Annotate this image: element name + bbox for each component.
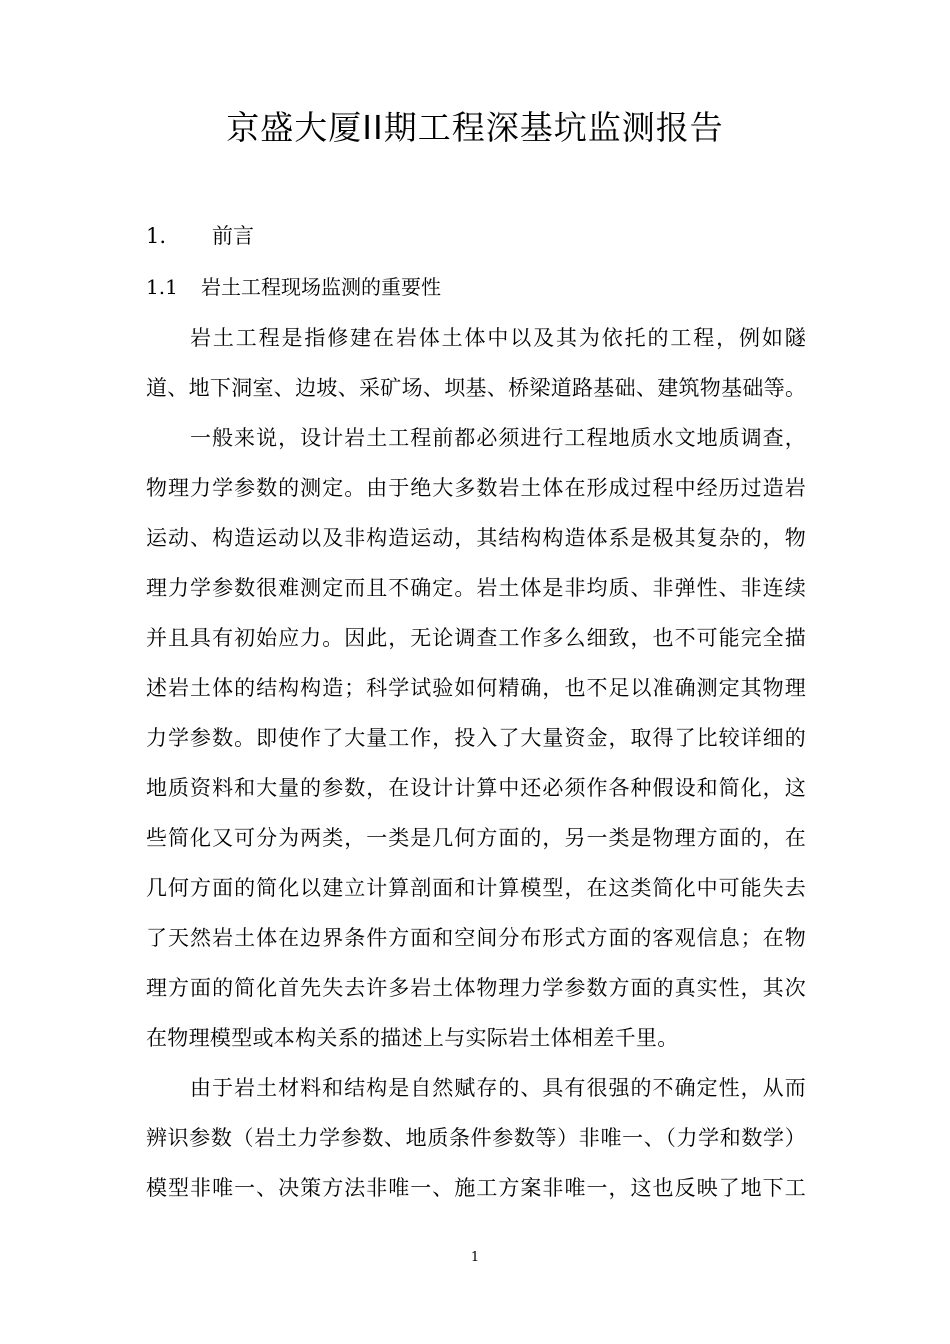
section-title: 前言 bbox=[212, 224, 254, 248]
text-line: 并且具有初始应力。因此，无论调查工作多么细致，也不可能完全描 bbox=[146, 626, 806, 650]
subsection-heading-importance bbox=[146, 271, 441, 300]
text-line: 力学参数。即使作了大量工作，投入了大量资金，取得了比较详细的 bbox=[146, 726, 806, 750]
text-line: 道、地下洞室、边坡、采矿场、坝基、桥梁道路基础、建筑物基础等。 bbox=[146, 376, 807, 400]
text-line: 模型非唯一、决策方法非唯一、施工方案非唯一，这也反映了地下工 bbox=[146, 1176, 806, 1200]
text-line: 些简化又可分为两类，一类是几何方面的，另一类是物理方面的，在 bbox=[146, 826, 806, 850]
page-number: 1 bbox=[470, 1250, 480, 1265]
text-line: 几何方面的简化以建立计算剖面和计算模型，在这类简化中可能失去 bbox=[146, 876, 806, 900]
section-heading-preface bbox=[146, 220, 254, 250]
document-title: 京盛大厦II期工程深基坑监测报告 bbox=[226, 108, 724, 147]
subsection-number: 1.1 bbox=[146, 275, 178, 299]
text-line: 理力学参数很难测定而且不确定。岩土体是非均质、非弹性、非连续 bbox=[146, 576, 806, 600]
text-line: 了天然岩土体在边界条件方面和空间分布形式方面的客观信息；在物 bbox=[146, 926, 806, 950]
text-line: 理方面的简化首先失去许多岩土体物理力学参数方面的真实性，其次 bbox=[146, 976, 806, 1000]
text-line: 运动、构造运动以及非构造运动，其结构构造体系是极其复杂的，物 bbox=[146, 526, 806, 550]
text-line: 在物理模型或本构关系的描述上与实际岩土体相差千里。 bbox=[146, 1026, 679, 1050]
text-line: 由于岩土材料和结构是自然赋存的、具有很强的不确定性，从而 bbox=[190, 1076, 806, 1100]
subsection-title: 岩土工程现场监测的重要性 bbox=[201, 275, 441, 299]
text-line: 岩土工程是指修建在岩体土体中以及其为依托的工程，例如隧 bbox=[190, 326, 806, 350]
text-line: 物理力学参数的测定。由于绝大多数岩土体在形成过程中经历过造岩 bbox=[146, 476, 806, 500]
text-line: 述岩土体的结构构造；科学试验如何精确，也不足以准确测定其物理 bbox=[146, 676, 806, 700]
text-line: 辨识参数（岩土力学参数、地质条件参数等）非唯一、（力学和数学） bbox=[146, 1126, 806, 1150]
section-number: 1. bbox=[146, 224, 167, 248]
text-line: 地质资料和大量的参数，在设计计算中还必须作各种假设和简化，这 bbox=[146, 776, 806, 800]
text-line: 一般来说，设计岩土工程前都必须进行工程地质水文地质调查， bbox=[190, 426, 806, 450]
